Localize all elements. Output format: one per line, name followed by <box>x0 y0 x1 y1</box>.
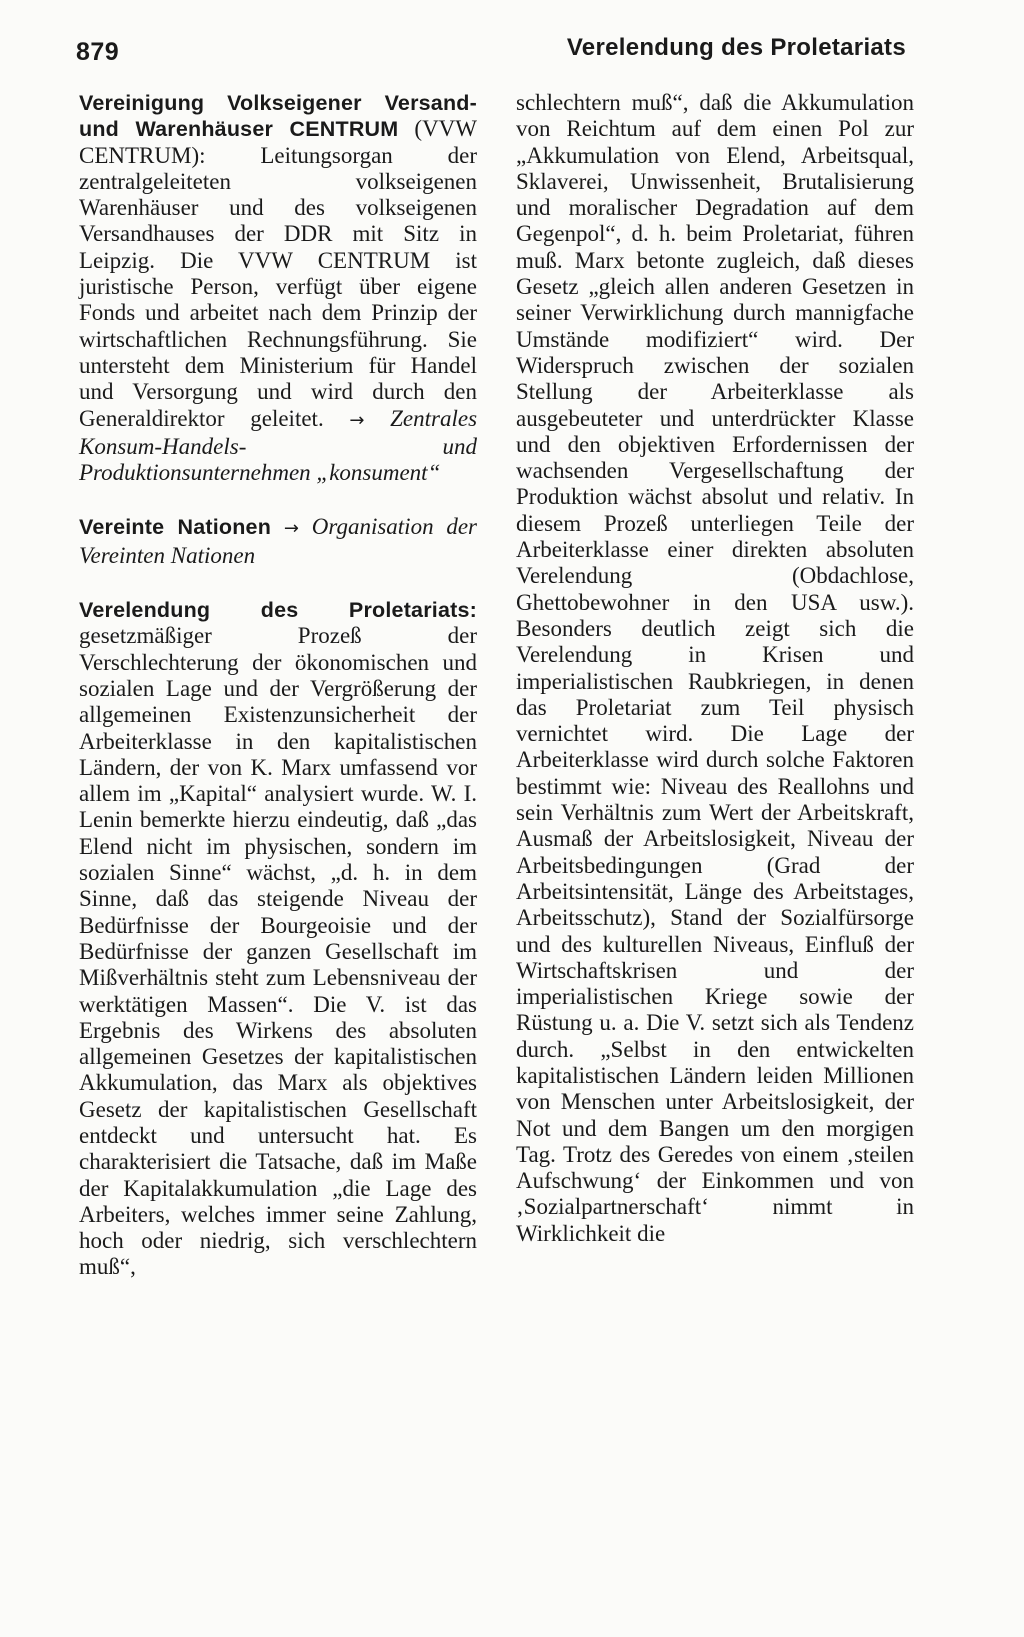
entry-body: (VVW CENTRUM): Leitungsorgan der zentralgeleiteten volkseigenen Warenhäuser und des volkseigenen Versandhauses der DDR mit Sitz in Leipzig. Die VVW CENTRUM ist juristische Person, verfügt über eigene Fonds und arbeitet nach dem Prinzip der wirtschaftlichen Rechnungsführung. Sie untersteht dem Ministerium für Handel und Versorgung und wird durch den Generaldirektor geleitet. <box>79 116 477 431</box>
running-head: Verelendung des Proletariats <box>566 34 906 61</box>
right-column <box>516 90 914 1275</box>
entry-verelendung-continued <box>516 90 914 1247</box>
cross-reference-arrow-icon: → <box>349 409 365 431</box>
entry-body-continued: schlechtern muß“, daß die Akkumulation von Reichtum auf dem einen Pol zur „Akkumulation von Elend, Arbeitsqual, Sklaverei, Unwissenheit, Brutalisierung und moralischer Degradation auf dem Gegenpol“, d. h. beim Proletariat, führen muß. Marx betonte zugleich, daß dieses Gesetz „gleich allen anderen Gesetzen in seiner Verwirklichung durch mannigfache Umstände modifiziert“ wird. Der Widerspruch zwischen der sozialen Stellung der Arbeiterklasse als ausgebeuteter und unterdrückter Klasse und den objektiven Erfordernissen der wachsenden Vergesellschaftung der Produktion wächst absolut und relativ. In diesem Prozeß unterliegen Teile der Arbeiterklasse einer direkten absoluten Verelendung (Obdachlose, Ghettobewohner in den USA usw.). Besonders deutlich zeigt sich die Verelendung in Krisen und imperialistischen Raubkriegen, in denen das Proletariat zum Teil physisch vernichtet wird. Die Lage der Arbeiterklasse wird durch solche Faktoren bestimmt wie: Niveau des Reallohns und sein Verhältnis zum Wert der Arbeitskraft, Ausmaß der Arbeitslosigkeit, Niveau der Arbeitsbedingungen (Grad der Arbeitsintensität, Länge des Arbeitstages, Arbeitsschutz), Stand der Sozialfürsorge und des kulturellen Niveaus, Einfluß der Wirtschaftskrisen und der imperialistischen Kriege sowie der Rüstung u. a. Die V. setzt sich als Tendenz durch. „Selbst in den entwickelten kapitalistischen Ländern leiden Millionen von Menschen unter Arbeitslosigkeit, der Not und dem Bangen um den morgigen Tag. Trotz des Geredes von einem ‚steilen Aufschwung‘ der Einkommen und von ‚Sozialpartnerschaft‘ nimmt in Wirklichkeit die <box>516 90 914 1246</box>
cross-reference[interactable]: Organisation der Vereinten Nationen <box>79 514 478 568</box>
entry-text <box>79 514 477 569</box>
cross-reference[interactable]: Zentrales Konsum-Handels- und Produktionsunternehmen „konsument“ <box>79 405 478 486</box>
page-number: 879 <box>76 38 120 66</box>
left-column <box>79 90 477 1309</box>
entry-verelendung <box>79 597 477 1281</box>
entry-headword: Vereinigung Volkseigener Versand- und Warenhäuser CENTRUM <box>79 91 477 142</box>
entry-text <box>79 90 477 486</box>
cross-reference-arrow-icon: → <box>283 518 299 540</box>
entry-text <box>79 597 477 1281</box>
entry-headword: Verelendung des Proletariats: <box>79 598 477 623</box>
entry-headword: Vereinte Nationen <box>79 515 272 540</box>
entry-vvw-centrum <box>79 90 477 486</box>
entry-body: gesetzmäßiger Prozeß der Verschlechterung der ökonomischen und sozialen Lage und der Vergrößerung der allgemeinen Existenzunsicherheit der Arbeiterklasse in den kapitalistischen Ländern, der von K. Marx umfassend vor allem im „Kapital“ analysiert wurde. W. I. Lenin bemerkte hierzu eindeutig, daß „das Elend nicht im physischen, sondern im sozialen Sinne“ wächst, „d. h. in dem Sinne, daß das steigende Niveau der Bedürfnisse der Bourgeoisie und der Bedürfnisse der ganzen Gesellschaft im Mißverhältnis steht zum Lebensniveau der werktätigen Massen“. Die V. ist das Ergebnis des Wirkens des absoluten allgemeinen Gesetzes der kapitalistischen Akkumulation, das Marx als objektives Gesetz der kapitalistischen Gesellschaft entdeckt und untersucht hat. Es charakterisiert die Tatsache, daß im Maße der Kapitalakkumulation „die Lage des Arbeiters, welches immer seine Zahlung, hoch oder niedrig, sich verschlechtern muß“, <box>79 623 477 1280</box>
entry-vereinte-nationen <box>79 514 477 569</box>
